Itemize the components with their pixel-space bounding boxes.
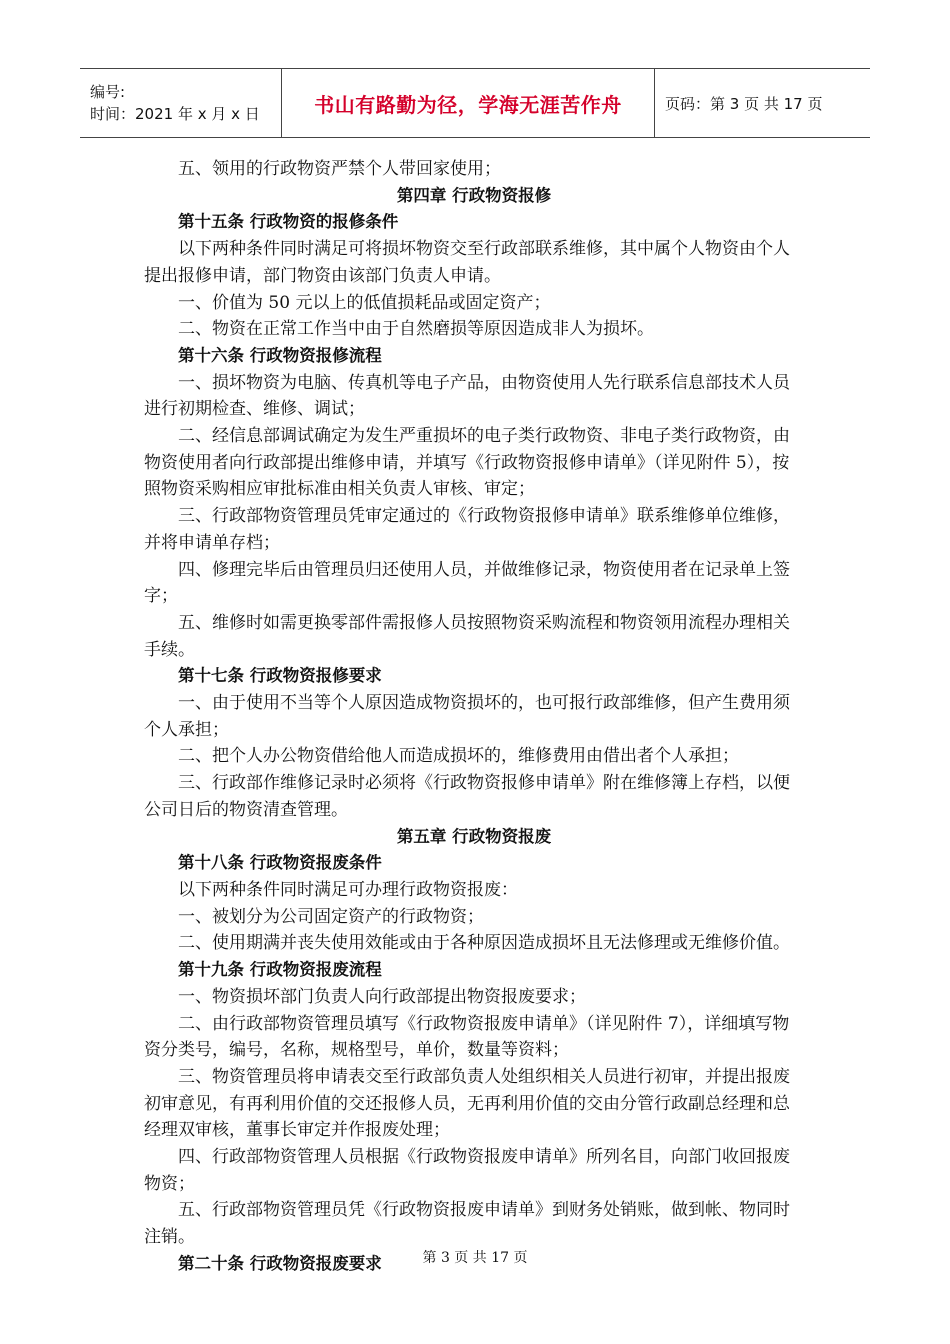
chapter-heading: 第四章 行政物资报修: [396, 185, 552, 205]
paragraph: 五、维修时如需更换零部件需报修人员按照物资采购流程和物资领用流程办理相关手续。: [144, 612, 790, 660]
paragraph: 一、价值为 50 元以上的低值损耗品或固定资产；: [178, 292, 551, 313]
article-heading: 第十九条 行政物资报废流程: [178, 960, 382, 980]
article-heading: 第十五条 行政物资的报修条件: [178, 212, 399, 232]
document-number-label: 编号:: [90, 83, 126, 101]
paragraph: 三、物资管理员将申请表交至行政部负责人处组织相关人员进行初审，并提出报废初审意见，有再利用价值的交还报修人员，无再利用价值的交由分管行政副总经理和总经理双审核，董事长审定并作报废处理；: [144, 1066, 790, 1141]
paragraph: 五、领用的行政物资严禁个人带回家使用；: [178, 159, 501, 179]
paragraph: 四、修理完毕后由管理员归还使用人员，并做维修记录，物资使用者在记录单上签字；: [144, 559, 790, 607]
paragraph: 一、物资损坏部门负责人向行政部提出物资报废要求；: [178, 986, 586, 1007]
paragraph: 二、由行政部物资管理员填写《行政物资报废申请单》（详见附件 7），详细填写物资分类号，编号，名称，规格型号，单价，数量等资料；: [144, 1013, 790, 1061]
page-header: [80, 68, 870, 138]
chapter-heading: 第五章 行政物资报废: [396, 826, 552, 846]
paragraph: 二、把个人办公物资借给他人而造成损坏的，维修费用由借出者个人承担；: [178, 746, 739, 767]
article-heading: 第十八条 行政物资报废条件: [178, 853, 382, 873]
paragraph: 一、损坏物资为电脑、传真机等电子产品，由物资使用人先行联系信息部技术人员进行初期检查、维修、调试；: [144, 372, 790, 420]
paragraph: 三、行政部作维修记录时必须将《行政物资报修申请单》附在维修簿上存档，以便公司日后的物资清查管理。: [144, 773, 790, 820]
article-heading: 第十六条 行政物资报修流程: [178, 345, 382, 365]
header-meta: [80, 69, 282, 137]
header-motto: 书山有路勤为径，学海无涯苦作舟: [314, 92, 622, 117]
article-heading: 第十七条 行政物资报修要求: [178, 666, 382, 686]
article-heading: 第二十条 行政物资报废要求: [178, 1253, 382, 1273]
document-date: 时间：2021 年 x 月 x 日: [90, 105, 260, 123]
paragraph: 二、物资在正常工作当中由于自然磨损等原因造成非人为损坏。: [178, 319, 654, 340]
paragraph: 二、使用期满并丧失使用效能或由于各种原因造成损坏且无法修理或无维修价值。: [178, 933, 790, 954]
paragraph: 二、经信息部调试确定为发生严重损坏的电子类行政物资、非电子类行政物资，由物资使用者向行政部提出维修申请，并填写《行政物资报修申请单》（详见附件 5），按照物资采购相应审批标准由相关负责人审核、审定；: [144, 426, 790, 500]
paragraph: 五、行政部物资管理员凭《行政物资报废申请单》到财务处销账，做到帐、物同时注销。: [144, 1200, 790, 1248]
header-page-info: 页码：第 3 页 共 17 页: [665, 94, 823, 113]
paragraph: 一、被划分为公司固定资产的行政物资；: [178, 906, 484, 927]
paragraph: 一、由于使用不当等个人原因造成物资损坏的，也可报行政部维修，但产生费用须个人承担；: [144, 693, 790, 740]
paragraph: 以下两种条件同时满足可将损坏物资交至行政部联系维修，其中属个人物资由个人提出报修申请，部门物资由该部门负责人申请。: [144, 239, 790, 286]
header-page-info-cell: [655, 69, 870, 137]
paragraph: 以下两种条件同时满足可办理行政物资报废：: [178, 879, 518, 900]
header-motto-cell: [282, 69, 655, 137]
paragraph: 四、行政部物资管理人员根据《行政物资报废申请单》所列名目，向部门收回报废物资；: [144, 1147, 790, 1194]
document-body: [144, 156, 804, 1278]
paragraph: 三、行政部物资管理员凭审定通过的《行政物资报修申请单》联系维修单位维修，并将申请单存档；: [144, 506, 790, 553]
page-footer: 第 3 页 共 17 页: [422, 1250, 528, 1266]
